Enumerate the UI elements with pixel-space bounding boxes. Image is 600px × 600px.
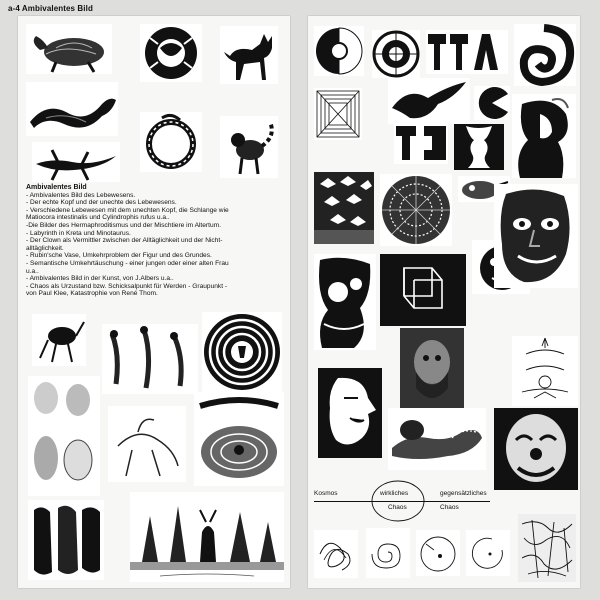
forest-scene-illustration xyxy=(130,492,284,582)
description-line: - Semantische Umkehrtäuschung - einer jungen oder einer alten Frau xyxy=(26,259,229,267)
gegensaetzliches-label: gegensätzliches xyxy=(440,490,487,497)
right-panel xyxy=(308,16,580,588)
turtle-illustration xyxy=(26,24,112,74)
clown-face-illustration xyxy=(494,408,578,490)
reclining-figure-illustration xyxy=(388,408,486,470)
kosmos-label: Kosmos xyxy=(314,490,338,497)
chaotic-drawing-illustration xyxy=(518,514,576,582)
description-line: - Verschiedene Lebewesen mit dem unechten Kopf, die Schlange wie xyxy=(26,206,229,214)
clown-portrait-illustration xyxy=(314,254,376,350)
description-text xyxy=(26,184,290,298)
hermaphrodite-figures-illustration xyxy=(28,376,100,496)
yin-yang-target-illustration xyxy=(314,26,364,76)
description-line: - Der echte Kopf und der unechte des Lebewesens. xyxy=(26,199,177,207)
lizard-illustration xyxy=(32,142,120,182)
chaos-circle-icon xyxy=(368,478,428,524)
bearded-man-photo-illustration xyxy=(400,328,464,414)
circle-limit-illustration xyxy=(380,174,452,246)
old-young-woman-illustration xyxy=(512,94,576,178)
cat-illustration xyxy=(220,26,278,84)
escher-birds-illustration xyxy=(314,172,374,244)
description-line: - Der Clown als Vermittler zwischen der Alltäglichkeit und der Nicht- xyxy=(26,237,223,245)
figure-ground-shapes-illustration xyxy=(394,120,448,164)
description-line: -Die Bilder des Hermaphroditismus und der Mischtiere im Altertum. xyxy=(26,221,221,229)
grotesque-face-illustration xyxy=(494,184,578,288)
lemur-illustration xyxy=(220,116,278,178)
spiral-sketch xyxy=(366,528,410,578)
labyrinth-engraving-illustration xyxy=(194,392,284,486)
description-line: alltäglichkeit. xyxy=(26,244,64,252)
op-art-lines-illustration xyxy=(314,88,362,140)
description-line: von Paul Klee, Katastrophie von René Thom. xyxy=(26,290,158,298)
description-line: Matiocora intestinalis und Cylindrophis rufus u.a.. xyxy=(26,214,170,222)
description-line: - Ambivalentes Bild in der Kunst, von J.Albers u.a.. xyxy=(26,275,174,283)
ouroboros-illustration xyxy=(140,112,202,172)
page-title: a-4 Ambivalentes Bild xyxy=(8,4,93,13)
description-line: u.a.. xyxy=(26,267,39,275)
left-panel xyxy=(18,16,290,588)
wirkliches-chaos-label: Chaos xyxy=(388,504,407,511)
wirkliches-label: wirkliches xyxy=(380,490,409,497)
albers-structure-illustration xyxy=(380,254,466,326)
description-line: - Labyrinth in Kreta und Minotaurus. xyxy=(26,229,131,237)
abstract-swirl-illustration xyxy=(514,24,576,86)
pac-shape-illustration xyxy=(474,86,510,120)
ornamental-circle-illustration xyxy=(140,24,202,82)
profile-face-illustration xyxy=(318,368,382,458)
stone-tools-illustration xyxy=(28,500,104,580)
tangled-lines-sketch xyxy=(314,530,358,578)
gegensaetzliches-chaos-label: Chaos xyxy=(440,504,459,511)
snake-illustration xyxy=(26,82,118,136)
description-heading: Ambivalentes Bild xyxy=(26,184,87,191)
description-line: - Ambivalentes Bild des Lebewesens. xyxy=(26,191,136,199)
catastrophe-diagram-illustration xyxy=(512,336,578,406)
graupunkt-circle-sketch xyxy=(416,530,460,576)
rubin-vase-illustration xyxy=(454,124,504,170)
minotaur-sketch-illustration xyxy=(108,406,186,482)
mixed-creatures-illustration xyxy=(102,324,198,394)
beetle-illustration xyxy=(32,314,86,366)
description-line: - Rubin'sche Vase, Umkehrproblem der Figur und des Grundes. xyxy=(26,252,212,260)
figure-ground-letters-illustration xyxy=(426,30,508,74)
description-line: - Chaos als Urzustand bzw. Schicksalpunkt für Werden - Graupunkt - xyxy=(26,282,228,290)
bird-silhouettes-illustration xyxy=(388,78,470,124)
concentric-target-illustration xyxy=(372,30,420,78)
labyrinth-illustration xyxy=(202,312,282,392)
open-circle-sketch xyxy=(466,530,510,576)
